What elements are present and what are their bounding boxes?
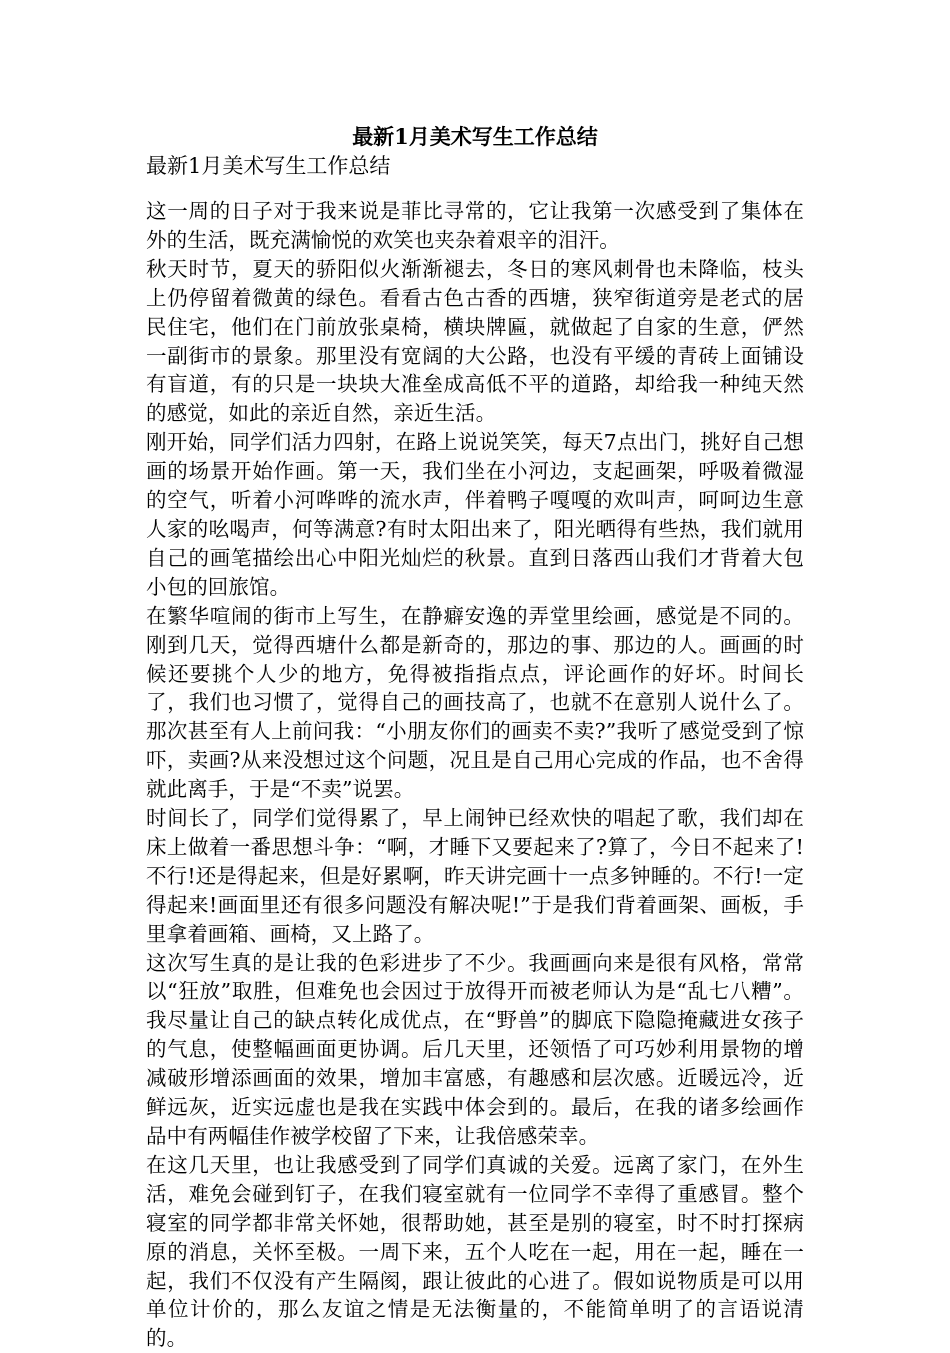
paragraph: 这次写生真的是让我的色彩进步了不少。我画画向来是很有风格，常常以“狂放”取胜，但难免也会因过于放得开而被老师认为是“乱七八糟”。我尽量让自己的缺点转化成优点，在“野兽”的脚底下隐隐掩藏进女孩子的气息，使整幅画面更协调。后几天里，还领悟了可巧妙利用景物的增减破形增添画面的效果，增加丰富感，有趣感和层次感。近暖远冷，近鲜远灰，近实远虚也是我在实践中体会到的。最后，在我的诸多绘画作品中有两幅佳作被学校留了下来，让我倍感荣幸。 <box>146 950 804 1148</box>
paragraph: 这一周的日子对于我来说是菲比寻常的，它让我第一次感受到了集体在外的生活，既充满愉悦的欢笑也夹杂着艰辛的泪汗。 <box>146 199 804 252</box>
paragraph: 秋天时节，夏天的骄阳似火渐渐褪去，冬日的寒风刺骨也未降临，枝头上仍停留着微黄的绿色。看看古色古香的西塘，狭窄街道旁是老式的居民住宅，他们在门前放张桌椅，横块牌匾，就做起了自家的生意，俨然一副街市的景象。那里没有宽阔的大公路，也没有平缓的青砖上面铺设有盲道，有的只是一块块大准垒成高低不平的道路，却给我一种纯天然的感觉，如此的亲近自然，亲近生活。 <box>146 256 804 426</box>
document-body <box>146 197 804 1353</box>
paragraph: 在这几天里，也让我感受到了同学们真诚的关爱。远离了家门，在外生活，难免会碰到钉子，在我们寝室就有一位同学不幸得了重感冒。整个寝室的同学都非常关怀她，很帮助她，甚至是别的寝室，时不时打探病原的消息，关怀至极。一周下来，五个人吃在一起，用在一起，睡在一起，我们不仅没有产生隔阂，跟让彼此的心进了。假如说物质是可以用单位计价的，那么友谊之情是无法衡量的，不能简单明了的言语说清的。 <box>146 1152 804 1351</box>
paragraph: 时间长了，同学们觉得累了，早上闹钟已经欢快的唱起了歌，我们却在床上做着一番思想斗争：“啊，才睡下又要起来了?算了，今日不起来了!不行!还是得起来，但是好累啊，昨天讲完画十一点多钟睡的。不行!一定得起来!画面里还有很多问题没有解决呢!”于是我们背着画架、画板，手里拿着画箱、画椅，又上路了。 <box>146 806 804 946</box>
paragraph: 在繁华喧闹的街市上写生，在静癖安逸的弄堂里绘画，感觉是不同的。刚到几天，觉得西塘什么都是新奇的，那边的事、那边的人。画画的时候还要挑个人少的地方，免得被指指点点，评论画作的好坏。时间长了，我们也习惯了，觉得自己的画技高了，也就不在意别人说什么了。那次甚至有人上前问我：“小朋友你们的画卖不卖?”我听了感觉受到了惊吓，卖画?从来没想过这个问题，况且是自己用心完成的作品，也不舍得就此离手，于是“不卖”说罢。 <box>146 603 804 802</box>
document-title: 最新1月美术写生工作总结 <box>352 124 598 149</box>
document-subtitle: 最新1月美术写生工作总结 <box>146 154 391 178</box>
paragraph: 刚开始，同学们活力四射，在路上说说笑笑，每天7点出门，挑好自己想画的场景开始作画。第一天，我们坐在小河边，支起画架，呼吸着微湿的空气，听着小河哗哗的流水声，伴着鸭子嘎嘎的欢叫声，呵呵边生意人家的吆喝声，何等满意?有时太阳出来了，阳光晒得有些热，我们就用自己的画笔描绘出心中阳光灿烂的秋景。直到日落西山我们才背着大包小包的回旅馆。 <box>146 430 804 599</box>
